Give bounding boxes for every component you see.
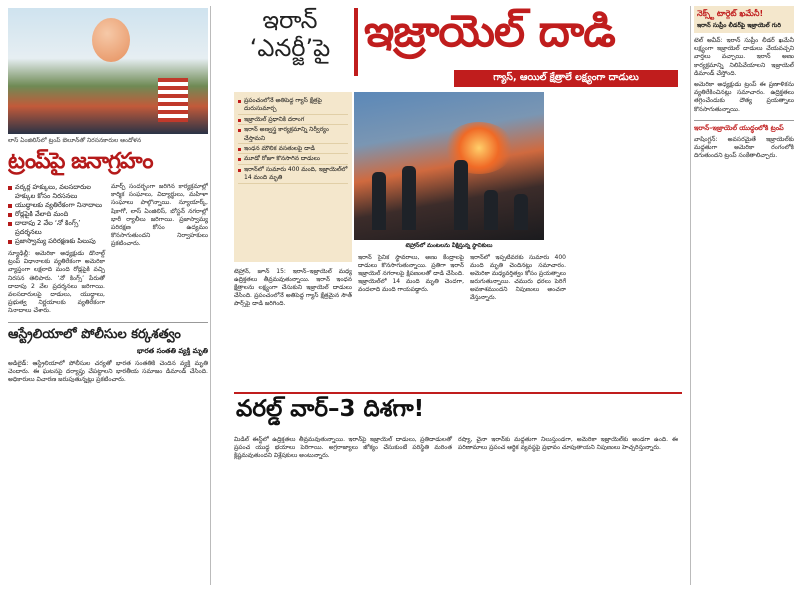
protest-photo <box>8 8 208 134</box>
article-text: ఇరాన్ సైనిక స్థావరాలు, అణు కేంద్రాలపై దాడులు కొనసాగుతున్నాయి. ప్రతిగా ఇరాన్ ఇజ్రాయెల్ నగరాలపై క్షిపణులతో దాడి చేసింది. ఇజ్రాయెల్‌లో 14 మంది మృతి చెందగా, వందలాది మంది గాయపడ్డారు. <box>358 254 464 294</box>
person-silhouette <box>372 172 386 230</box>
column-divider <box>690 6 691 585</box>
key-point: ఇంధన మౌలిక వసతులపై దాడి <box>238 145 348 154</box>
headline-accent-bar <box>354 8 358 76</box>
australia-headline: ఆస్ట్రేలియాలో పోలీసుల కర్కశత్వం <box>8 322 208 345</box>
key-points-box <box>234 92 352 262</box>
highlight-item: ప్రజాస్వామ్య పరిరక్షణకు పిలుపు <box>8 237 105 246</box>
main-subhead: గ్యాస్, ఆయిల్ క్షేత్రాలే లక్ష్యంగా దాడులు <box>454 70 678 87</box>
sidebar-subhead: ఇరాన్ సుప్రీం లీడర్‌పై ఇజ్రాయెల్ గురి <box>697 22 781 29</box>
article-text: ఇరాన్‌లో ఇప్పటివరకు సుమారు 400 మంది మృతి చెందినట్లు సమాచారం. అమెరికా మధ్యవర్తిత్వం కోసం ప్రయత్నాలు జరుగుతున్నాయి. చమురు ధరలు పెరిగే అవకాశముందని నిపుణులు అంచనా వేస్తున్నారు. <box>470 254 566 302</box>
article-headline: ట్రంప్‌పై జనాగ్రహం <box>8 149 153 174</box>
photo-caption: లాస్ ఏంజిలిస్‌లో ట్రంప్ బెలూన్‌తో నిరసనకారుల ఆందోళన <box>8 137 142 144</box>
key-point: ఇరాన్ అణ్వస్త్ర కార్యక్రమాన్ని నిర్వీర్యం చేస్తామని <box>238 126 348 144</box>
sidebar-headline-2: ఇరాన్–ఇజ్రాయెల్ యుద్ధంలోకి ట్రంప్ <box>694 120 794 134</box>
sidebar-headline: నెక్స్ట్ టార్గెట్ ఖమేనీ! <box>697 9 764 18</box>
person-silhouette <box>402 166 416 230</box>
main-kicker: ఇరాన్ ‘ఎనర్జీ’పై <box>249 6 331 62</box>
article-text: రష్యా, చైనా ఇరాన్‌కు మద్దతుగా నిలుస్తుండగా, అమెరికా ఇజ్రాయెల్‌కు అండగా ఉంది. ఈ పరిణామాలు ప్రపంచ ఆర్థిక వ్యవస్థపై ప్రభావం చూపుతాయని నిపుణులు హెచ్చరిస్తున్నారు. <box>458 436 678 452</box>
person-silhouette <box>514 194 528 230</box>
key-point: ప్రపంచంలోనే అతిపెద్ద గ్యాస్ క్షేత్రపై దురుసుమార్చ <box>238 97 348 115</box>
australia-subhead: భారత సంతతి వ్యక్తి మృతి <box>137 346 208 355</box>
main-headline: ఇజ్రాయెల్ దాడి <box>364 6 615 57</box>
article-text: అమెరికా అధ్యక్షుడు ట్రంప్ ఈ ప్రణాళికను వ్యతిరేకించినట్లు సమాచారం. ఉద్రిక్తతలు తగ్గించేందుకు దౌత్య ప్రయత్నాలు కొనసాగుతున్నాయి. <box>694 81 794 113</box>
main-story <box>214 0 688 591</box>
ww3-headline: వరల్డ్ వార్–3 దిశగా! <box>236 396 425 422</box>
key-point: మూడో రోజూ కొనసాగిన దాడులు <box>238 155 348 164</box>
column-divider <box>210 6 211 585</box>
highlight-item: దాదాపు 2 వేల ‘నో కింగ్స్’ ప్రదర్శనలు <box>8 219 105 237</box>
person-silhouette <box>454 160 468 230</box>
highlight-item: యుద్ధాలకు వ్యతిరేకంగా నినాదాలు <box>8 201 105 210</box>
left-column <box>8 0 208 591</box>
right-column <box>694 0 794 591</box>
article-text: న్యూఢిల్లీ: అమెరికా అధ్యక్షుడు డొనాల్డ్ ట్రంప్ విధానాలకు వ్యతిరేకంగా అమెరికా వ్యాప్తంగా లక్షలాది మంది రోడ్లపైకి వచ్చి నిరసన తెలిపారు. ‘నో కింగ్స్’ పేరుతో దాదాపు 2 వేల ప్రదర్శనలు జరిగాయి. వలసదారులపై దాడులు, యుద్ధాలు, ప్రభుత్వ నిర్ణయాలకు వ్యతిరేకంగా నినాదాలు చేశారు. <box>8 250 105 315</box>
fire-photo <box>354 92 544 240</box>
key-point: ఇజ్రాయెల్ ప్రధానికి దరాంగ <box>238 116 348 125</box>
australia-text: అడిలైడ్: ఆస్ట్రేలియాలో పోలీసుల చర్యతో భారత సంతతికి చెందిన వ్యక్తి మృతి చెందారు. ఈ ఘటనపై దర్యాప్తు చేపట్టాలని భారతీయ సమాజం డిమాండ్ చేసింది. అధికారులు విచారణ జరుపుతున్నట్లు ప్రకటించారు. <box>8 359 208 384</box>
article-text: టెల్ అవీవ్: ఇరాన్ సుప్రీం లీడర్ ఖమేనీ లక్ష్యంగా ఇజ్రాయెల్ దాడులు చేయవచ్చని వార్తలు వచ్చాయి. ఇరాన్ అణు కార్యక్రమాన్ని నిలిపివేయాలని ఇజ్రాయెల్ డిమాండ్ చేస్తోంది. <box>694 37 794 77</box>
sidebar-header-box <box>694 6 794 33</box>
trump-balloon-image <box>92 18 130 62</box>
highlight-item: రోడ్లపైకి వేలాది మంది <box>8 210 105 219</box>
highlight-item: వర్కర్ల హక్కులు, వలసదారుల హక్కుల కోసం నిరసనలు <box>8 183 105 201</box>
key-point: ఇరాన్‌లో సుమారు 400 మంది, ఇజ్రాయెల్‌లో 14 మంది మృతి <box>238 166 348 184</box>
article-text: టెహ్రాన్, జూన్ 15: ఇరాన్–ఇజ్రాయెల్ మధ్య ఉద్రిక్తతలు తీవ్రమవుతున్నాయి. ఇరాన్ ఇంధన క్షేత్రాలను లక్ష్యంగా చేసుకుని ఇజ్రాయెల్ దాడులు చేసింది. ప్రపంచంలోనే అతిపెద్ద గ్యాస్ క్షేత్రమైన సౌత్ పార్స్‌పై దాడి జరిగింది. <box>234 268 352 308</box>
photo-caption: టెహ్రాన్‌లో మంటలను వీక్షిస్తున్న స్థానికులు <box>405 243 493 249</box>
person-silhouette <box>484 190 498 230</box>
article-body <box>8 183 208 316</box>
article-text: మిడిల్ ఈస్ట్‌లో ఉద్రిక్తతలు తీవ్రమవుతున్నాయి. ఇరాన్‌పై ఇజ్రాయెల్ దాడులు, ప్రతిదాడులతో ప్రపంచ యుద్ధ భయాలు పెరిగాయి. అగ్రరాజ్యాలు జోక్యం చేసుకుంటే పరిస్థితి మరింత క్లిష్టమవుతుందని విశ్లేషకులు అంటున్నారు. <box>234 436 452 460</box>
article-text: మార్చ్ సందర్భంగా జరిగిన కార్యక్రమాల్లో కార్మిక సంఘాలు, విద్యార్థులు, మహిళా సంఘాలు పాల్గొన్నాయి. న్యూయార్క్, షికాగో, లాస్ ఏంజిలిస్, బోస్టన్ నగరాల్లో భారీ ర్యాలీలు జరిగాయి. ప్రజాస్వామ్య పరిరక్షణ కోసం ఉద్యమం కొనసాగుతుందని నిర్వాహకులు ప్రకటించారు. <box>111 183 208 248</box>
highlight-list <box>8 183 105 246</box>
article-text: వాషింగ్టన్: అవసరమైతే ఇజ్రాయెల్‌కు మద్దతుగా అమెరికా రంగంలోకి దిగుతుందని ట్రంప్ సంకేతాలిచ్చారు. <box>694 135 794 160</box>
us-flag-image <box>158 78 188 122</box>
